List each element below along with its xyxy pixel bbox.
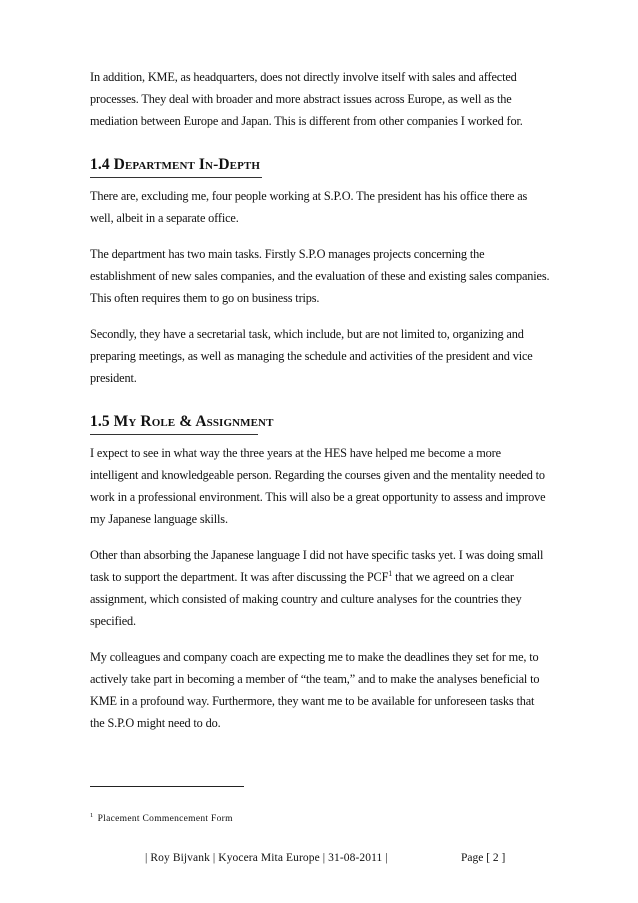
page-number: Page [ 2 ]: [461, 852, 506, 864]
department-paragraph: There are, excluding me, four people working at S.P.O. The president has his office there as well, albeit in a separate office.: [90, 189, 528, 225]
intro-paragraph: In addition, KME, as headquarters, does not directly involve itself with sales and affected processes. They deal with broader and more abstract issues across Europe, as well as the mediation between Europe and Japan. This is different from other companies I worked for.: [90, 70, 523, 128]
section-heading-department: [90, 156, 550, 179]
role-paragraph: My colleagues and company coach are expecting me to make the deadlines they set for me, to actively take part in becoming a member of “the team,” and to make the analyses beneficial to KME in a profound way. Furthermore, they want me to be available for unforeseen tasks that the S.P.O might need to do.: [90, 650, 540, 730]
section-heading-role-text: 1.5 My Role & Assignment: [90, 413, 274, 430]
footnote-separator: [90, 786, 244, 787]
footnote-text: Placement Commencement Form: [97, 814, 233, 824]
role-paragraph: I expect to see in what way the three years at the HES have helped me become a more intelligent and knowledgeable person. Regarding the courses given and the mentality needed to work in a professional environment. This will also be a great opportunity to assess and improve my Japanese language skills.: [90, 446, 546, 526]
department-paragraph: The department has two main tasks. Firstly S.P.O manages projects concerning the establishment of new sales companies, and the evaluation of these and existing sales companies. This often requires them to go on business trips.: [90, 247, 550, 305]
department-paragraph: Secondly, they have a secretarial task, which include, but are not limited to, organizing and preparing meetings, as well as managing the schedule and activities of the president and vice president.: [90, 327, 533, 385]
heading-underline: [90, 434, 258, 435]
role-paragraph-tail: that we agreed on a clear assignment, which consisted of making country and culture analyses for the countries they specified.: [90, 570, 522, 628]
heading-underline: [90, 177, 262, 178]
section-heading-department-text: 1.4 Department In-Depth: [90, 156, 260, 173]
role-paragraph-with-footnote: [90, 544, 550, 632]
role-paragraph-head: Other than absorbing the Japanese language I did not have specific tasks yet. I was doing small task to support the department. It was after discussing the PCF: [90, 548, 544, 584]
footnote: [90, 811, 233, 824]
footer-info: | Roy Bijvank | Kyocera Mita Europe | 31-08-2011 |: [145, 852, 388, 864]
footnote-marker: 1: [90, 811, 94, 819]
footnote-reference[interactable]: 1: [388, 568, 393, 578]
page-body: [90, 66, 550, 748]
section-heading-role: [90, 413, 550, 436]
